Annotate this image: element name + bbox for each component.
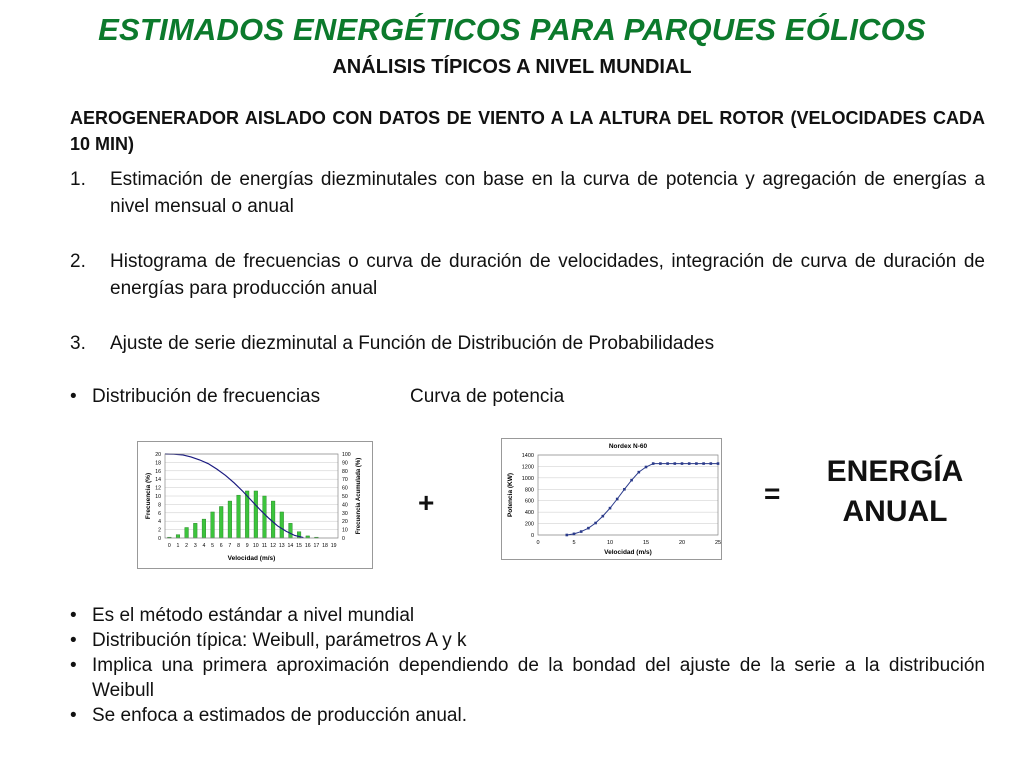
power-data-point [674, 462, 677, 465]
y2-tick-label: 0 [342, 536, 345, 542]
histogram-bar [185, 528, 189, 539]
y-tick-label: 1200 [521, 464, 534, 471]
power-data-point [710, 462, 713, 465]
annual-energy-result [805, 452, 985, 532]
power-data-point [638, 471, 641, 474]
power-data-point [573, 533, 576, 536]
power-data-point [587, 527, 590, 530]
item-number: 2. [70, 251, 86, 272]
x-tick-label: 10 [252, 543, 259, 549]
y-tick-label: 8 [158, 502, 161, 509]
y-tick-label: 10 [155, 494, 161, 500]
y2-tick-label: 90 [342, 460, 348, 467]
x-tick-label: 17 [313, 543, 320, 549]
y2-tick-label: 10 [342, 527, 348, 534]
power-data-point [580, 530, 583, 533]
power-data-point [594, 522, 597, 525]
conclusion-bullet [70, 628, 985, 653]
x-tick-label: 5 [572, 540, 576, 546]
bullet-text: Es el método estándar a nivel mundial [92, 605, 415, 626]
x-tick-label: 0 [167, 543, 171, 549]
power-data-point [717, 462, 720, 465]
slide-title: ESTIMADOS ENERGÉTICOS PARA PARQUES EÓLICOS [98, 12, 926, 47]
result-line-2: ANUAL [842, 495, 948, 528]
power-curve-chart [501, 438, 722, 560]
power-curve-line [567, 464, 718, 535]
x-tick-label: 13 [278, 543, 285, 549]
equals-sign: = [764, 478, 781, 509]
histogram-bar [202, 519, 206, 538]
conclusion-bullet [70, 653, 985, 703]
x-tick-label: 15 [642, 540, 650, 546]
y-tick-label: 4 [158, 519, 161, 526]
bullet-dot: • [70, 655, 77, 676]
plot-area-border [538, 455, 718, 535]
bullet-text: Se enfoca a estimados de producción anual. [92, 705, 467, 726]
y-tick-label: 0 [530, 533, 534, 539]
y2-axis-label: Frecuencia Acumulada (%) [356, 457, 362, 535]
histogram-bar [254, 491, 258, 538]
y-tick-label: 0 [158, 536, 161, 542]
y-tick-label: 12 [155, 485, 161, 492]
y-axis-label: Frecuencia (%) [145, 472, 152, 520]
x-tick-label: 6 [219, 543, 223, 549]
x-tick-label: 7 [228, 543, 232, 549]
x-tick-label: 5 [211, 543, 215, 549]
frequency-histogram-chart [137, 441, 373, 569]
power-data-point [623, 488, 626, 491]
y2-tick-label: 30 [342, 510, 348, 517]
power-data-point [688, 462, 691, 465]
power-data-point [602, 515, 605, 518]
bullet-dot: • [70, 605, 77, 626]
section-heading: AEROGENERADOR AISLADO CON DATOS DE VIENTO A LA ALTURA DEL ROTOR (VELOCIDADES CADA 10 MIN) [70, 108, 985, 154]
x-tick-label: 10 [606, 540, 614, 546]
histogram-bar [219, 507, 223, 539]
bullet-dot: • [70, 630, 77, 651]
y2-tick-label: 70 [342, 477, 348, 484]
item-number: 1. [70, 169, 86, 190]
y-tick-label: 14 [155, 477, 161, 484]
bullet-dot: • [70, 705, 77, 726]
power-data-point [645, 466, 648, 469]
y-tick-label: 600 [524, 498, 534, 505]
item-text: Estimación de energías diezminutales con base en la curva de potencia y agregación de energías a nivel mensual o anual [110, 169, 985, 217]
conclusion-bullet [70, 603, 985, 628]
item-text: Ajuste de serie diezminutal a Función de Distribución de Probabilidades [110, 333, 715, 354]
y-tick-label: 20 [155, 452, 161, 458]
power-curve-svg [502, 439, 721, 559]
histogram-bar [280, 512, 284, 538]
histogram-bar [289, 523, 293, 538]
x-tick-label: 3 [193, 543, 197, 549]
bullet-text: Distribución típica: Weibull, parámetros A y k [92, 630, 467, 651]
y-tick-label: 16 [155, 468, 161, 475]
y-tick-label: 1400 [521, 453, 534, 459]
power-curve-caption: Curva de potencia [410, 386, 565, 407]
x-tick-label: 2 [185, 543, 189, 549]
conclusion-bullet-list [70, 603, 985, 728]
power-data-point [630, 479, 633, 482]
numbered-item-3 [70, 330, 985, 357]
x-tick-label: 1 [176, 543, 180, 549]
frequency-histogram-svg [138, 442, 372, 568]
power-data-point [652, 462, 655, 465]
x-tick-label: 0 [536, 540, 540, 546]
power-data-point [616, 498, 619, 501]
power-data-point [566, 534, 569, 537]
y-tick-label: 800 [524, 487, 534, 494]
histogram-bar [228, 501, 232, 538]
y-tick-label: 1000 [521, 475, 534, 482]
result-line-1: ENERGÍA [826, 455, 964, 488]
numbered-item-1 [70, 166, 985, 220]
bullet-dot: • [70, 386, 77, 407]
y-tick-label: 6 [158, 510, 161, 517]
y-axis-label: Potencia (KW) [507, 472, 514, 518]
x-tick-label: 16 [304, 543, 311, 549]
conclusion-bullet [70, 703, 985, 728]
x-axis-label: Velocidad (m/s) [604, 549, 652, 556]
x-tick-label: 14 [287, 543, 294, 549]
power-data-point [659, 462, 662, 465]
x-tick-label: 9 [245, 543, 249, 549]
x-tick-label: 12 [270, 543, 277, 549]
x-tick-label: 8 [237, 543, 240, 549]
y2-tick-label: 50 [342, 494, 348, 500]
power-data-point [702, 462, 705, 465]
histogram-bar [271, 501, 275, 538]
x-tick-label: 20 [678, 540, 686, 546]
y2-tick-label: 20 [342, 519, 348, 526]
x-axis-label: Velocidad (m/s) [227, 555, 276, 562]
x-tick-label: 15 [296, 543, 302, 549]
y-tick-label: 18 [155, 460, 161, 467]
x-tick-label: 4 [202, 543, 206, 549]
slide-subtitle: ANÁLISIS TÍPICOS A NIVEL MUNDIAL [332, 56, 692, 78]
x-tick-label: 25 [714, 540, 721, 546]
y2-tick-label: 40 [342, 502, 348, 509]
y-tick-label: 200 [524, 521, 534, 528]
histogram-bar [237, 495, 241, 538]
y-tick-label: 400 [524, 510, 534, 517]
chart-title: Nordex N-60 [608, 443, 648, 450]
power-data-point [695, 462, 698, 465]
power-data-point [681, 462, 684, 465]
bullet-text: Implica una primera aproximación dependiendo de la bondad del ajuste de la serie a la distribución Weibull [92, 655, 985, 701]
y-tick-label: 2 [158, 527, 161, 534]
x-tick-label: 19 [330, 543, 337, 549]
histogram-bar [193, 523, 197, 538]
x-tick-label: 18 [322, 543, 328, 549]
x-tick-label: 11 [261, 543, 268, 549]
item-number: 3. [70, 333, 86, 354]
item-text: Histograma de frecuencias o curva de duración de velocidades, integración de curva de duración de energías para producción anual [110, 251, 985, 299]
histogram-caption: Distribución de frecuencias [92, 386, 321, 407]
y2-tick-label: 80 [342, 468, 348, 475]
plus-sign: + [418, 487, 435, 518]
y2-tick-label: 60 [342, 485, 348, 492]
y2-tick-label: 100 [342, 452, 351, 458]
power-data-point [666, 462, 669, 465]
histogram-bar [176, 535, 180, 538]
histogram-bar [263, 496, 267, 538]
histogram-bar [211, 512, 215, 538]
numbered-item-2 [70, 248, 985, 302]
power-data-point [609, 507, 612, 510]
